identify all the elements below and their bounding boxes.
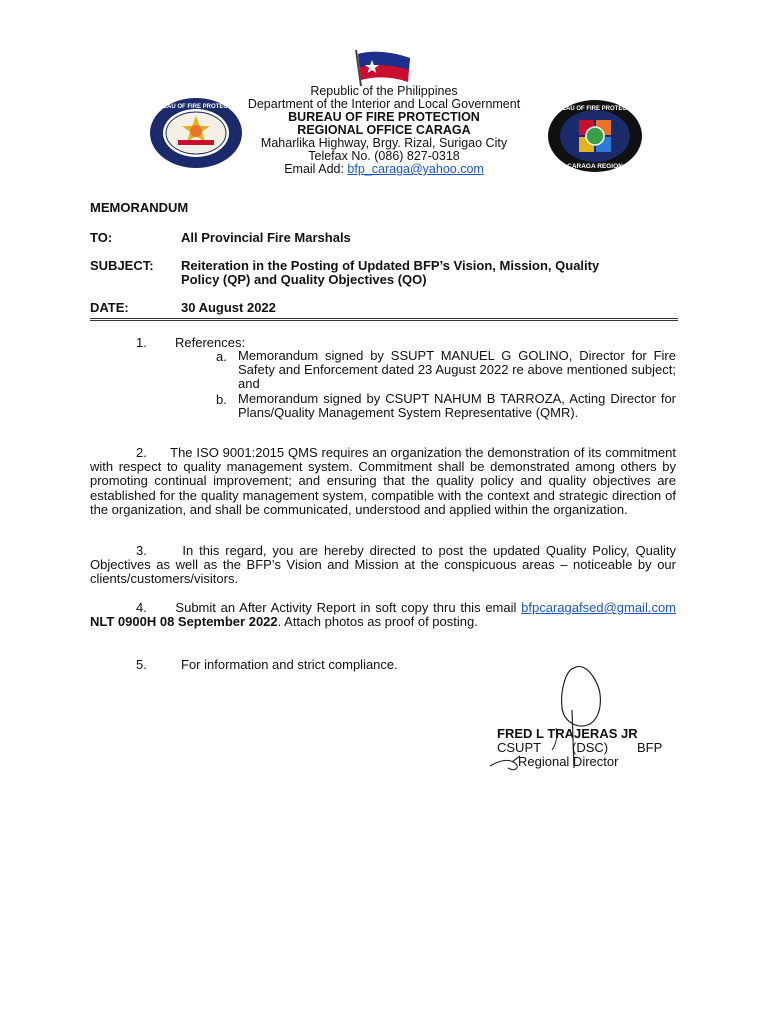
signatory-rank-a: CSUPT — [497, 740, 542, 755]
letterhead-department: Department of the Interior and Local Government — [247, 97, 521, 111]
paragraph-4-number: 4. — [136, 600, 147, 615]
signatory-rank-c: BFP — [637, 740, 663, 755]
paragraph-3-number: 3. — [136, 543, 147, 558]
paragraph-5-number: 5. — [136, 657, 147, 672]
paragraph-4-deadline: NLT 0900H 08 September 2022 — [90, 614, 278, 630]
signatory-name: FRED L TRAJERAS JR — [497, 726, 638, 741]
letterhead-address: Maharlika Highway, Brgy. Rizal, Surigao City — [260, 136, 508, 150]
paragraph-2-number: 2. — [136, 445, 147, 460]
letterhead-email-link[interactable]: bfp_caraga@yahoo.com — [347, 162, 484, 176]
signatory-rank-b: (DSC) — [572, 740, 609, 755]
date-value: 30 August 2022 — [181, 300, 276, 315]
letterhead-email-label: Email Add: — [284, 162, 348, 176]
paragraph-1-number: 1. — [136, 335, 147, 350]
paragraph-3-text: In this regard, you are hereby directed to post the updated Quality Policy, Quality Objectives as well as the BFP’s Vision and Mission at the conspicuous areas – noticeable by our clients/customers/visitors. — [90, 543, 677, 587]
date-label: DATE: — [90, 300, 129, 315]
paragraph-5-text: For information and strict compliance. — [181, 657, 398, 672]
header-divider — [90, 318, 678, 321]
paragraph-4-email-link[interactable]: bfpcaragafsed@gmail.com — [521, 600, 676, 615]
signatory-position: Regional Director — [518, 754, 619, 769]
paragraph-2 — [90, 446, 676, 517]
reference-a-letter: a. — [216, 349, 227, 364]
paragraph-4-text-a: Submit an After Activity Report in soft copy thru this email — [175, 600, 517, 615]
svg-text:CARAGA REGION: CARAGA REGION — [567, 163, 623, 170]
to-label: TO: — [90, 230, 113, 245]
svg-text:BUREAU OF FIRE PROTECTION: BUREAU OF FIRE PROTECTION — [149, 104, 243, 110]
memo-title: MEMORANDUM — [90, 200, 189, 215]
paragraph-3 — [90, 544, 676, 587]
letterhead-regional-office: REGIONAL OFFICE CARAGA — [297, 123, 471, 137]
reference-b-letter: b. — [216, 392, 227, 407]
letterhead-telefax: Telefax No. (086) 827-0318 — [308, 149, 460, 163]
letterhead-republic: Republic of the Philippines — [310, 84, 458, 98]
letterhead-email-line — [180, 163, 588, 176]
paragraph-1-text: References: — [175, 335, 246, 350]
paragraph-2-text: The ISO 9001:2015 QMS requires an organization the demonstration of its commitment with respect to quality management system. Commitment shall be demonstrated among others by promoting continual improvement; and ensuring that the quality policy and quality objectives are established for the quality management system, compatible with the context and strategic direction of the organization, and shall be communicated, understood and applied within the organization. — [90, 445, 676, 517]
subject-line-1: Reiteration in the Posting of Updated BFP’s Vision, Mission, Quality — [181, 258, 600, 273]
to-value: All Provincial Fire Marshals — [181, 230, 351, 245]
subject-label: SUBJECT: — [90, 258, 154, 273]
paragraph-4-text-b: . Attach photos as proof of posting. — [277, 614, 478, 630]
reference-b-text: Memorandum signed by CSUPT NAHUM B TARROZA, Acting Director for Plans/Quality Management System Representative (QMR). — [238, 391, 676, 421]
svg-text:BUREAU OF FIRE PROTECTION: BUREAU OF FIRE PROTECTION — [548, 106, 642, 112]
subject-line-2: Policy (QP) and Quality Objectives (QO) — [181, 272, 427, 287]
paragraph-4 — [90, 601, 676, 629]
letterhead-bureau: BUREAU OF FIRE PROTECTION — [288, 110, 480, 124]
reference-a-text: Memorandum signed by SSUPT MANUEL G GOLINO, Director for Fire Safety and Enforcement dated 23 August 2022 re above mentioned subject; and — [238, 348, 676, 392]
